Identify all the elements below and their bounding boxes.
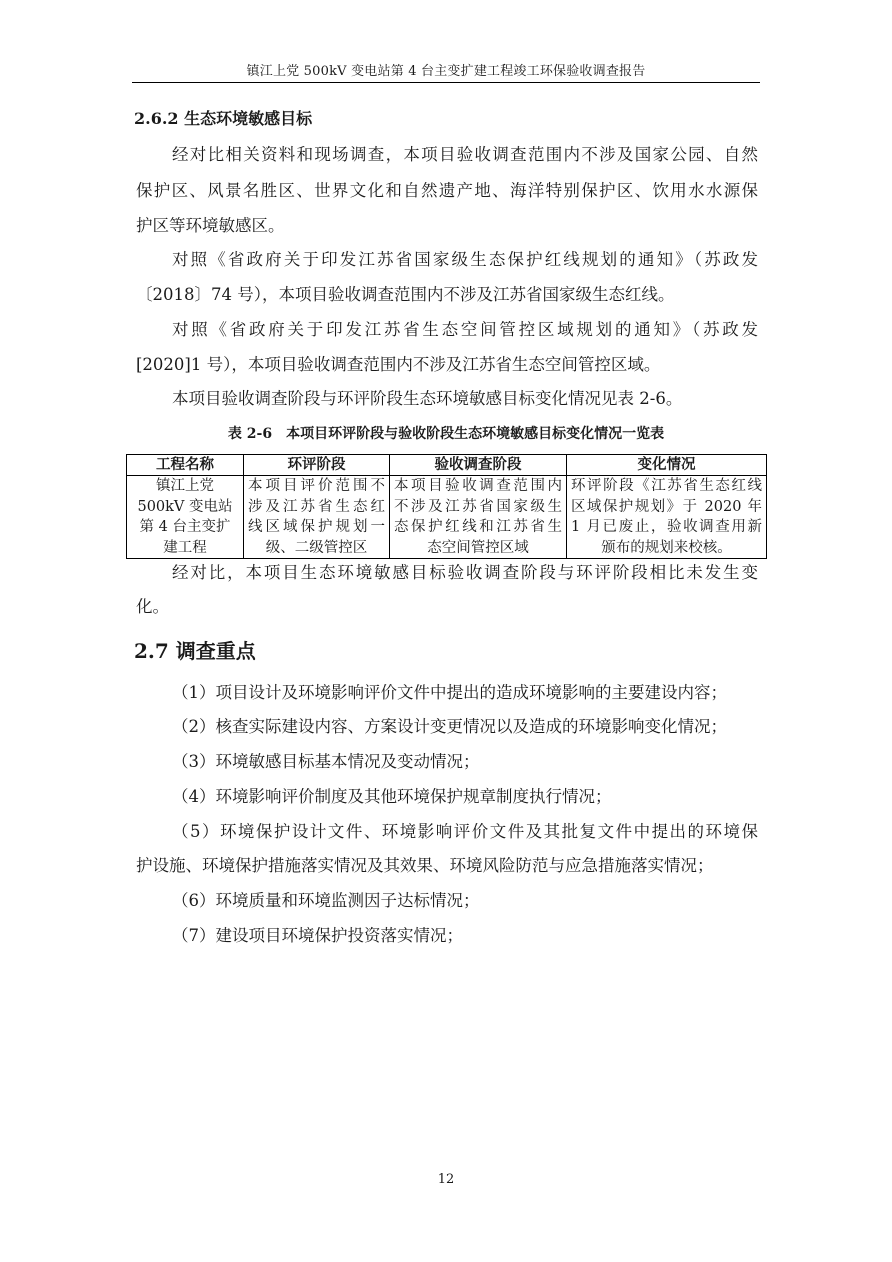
- comparison-table: [126, 454, 767, 559]
- list-item: （3）环境敏感目标基本情况及变动情况；: [172, 752, 480, 771]
- table-cell-eia-stage: 本项目评价范围不 涉及江苏省生态红 线区域保护规划一 级、二级管控区: [244, 476, 390, 559]
- paragraph-line: [2020]1 号），本项目验收调查范围内不涉及江苏省生态空间管控区域。: [136, 355, 661, 374]
- list-item: （5）环境保护设计文件、环境影响评价文件及其批复文件中提出的环境保: [172, 822, 758, 841]
- table-header-cell: 环评阶段: [244, 455, 390, 476]
- table-cell-change: 环评阶段《江苏省生态红线 区域保护规划》于 2020 年 1 月已废止，验收调查用新 颁布的规划来校核。: [567, 476, 767, 559]
- paragraph-line: 对照《省政府关于印发江苏省生态空间管控区域规划的通知》（苏政发: [172, 320, 758, 339]
- paragraph-line: 对照《省政府关于印发江苏省国家级生态保护红线规划的通知》（苏政发: [172, 250, 758, 269]
- section-heading-2-7: 2.7 调查重点: [134, 639, 256, 663]
- paragraph-line: 护区等环境敏感区。: [136, 216, 285, 235]
- section-heading-2-6-2: 2.6.2 生态环境敏感目标: [134, 109, 313, 128]
- table-caption: 表 2-6 本项目环评阶段与验收阶段生态环境敏感目标变化情况一览表: [227, 426, 665, 442]
- table-cell-project: 镇江上党 500kV 变电站 第 4 台主变扩 建工程: [127, 476, 244, 559]
- paragraph-line: 经对比相关资料和现场调查，本项目验收调查范围内不涉及国家公园、自然: [172, 145, 758, 164]
- list-item: （4）环境影响评价制度及其他环境保护规章制度执行情况；: [172, 787, 612, 806]
- table-row: [127, 476, 767, 559]
- table-cell-acceptance-stage: 本项目验收调查范围内 不涉及江苏省国家级生 态保护红线和江苏省生 态空间管控区域: [390, 476, 567, 559]
- list-item: （1）项目设计及环境影响评价文件中提出的造成环境影响的主要建设内容；: [172, 683, 727, 702]
- paragraph-line: 〔2018〕74 号），本项目验收调查范围内不涉及江苏省国家级生态红线。: [136, 285, 675, 304]
- table-header-cell: 变化情况: [567, 455, 767, 476]
- paragraph-line: 本项目验收调查阶段与环评阶段生态环境敏感目标变化情况见表 2-6。: [172, 389, 683, 408]
- paragraph-line: 保护区、风景名胜区、世界文化和自然遗产地、海洋特别保护区、饮用水水源保: [136, 181, 758, 200]
- paragraph-line: 化。: [136, 597, 169, 616]
- table-header-cell: 工程名称: [127, 455, 244, 476]
- list-item: （7）建设项目环境保护投资落实情况；: [172, 926, 463, 945]
- report-title: 镇江上党 500kV 变电站第 4 台主变扩建工程竣工环保验收调查报告: [246, 64, 646, 79]
- list-item-continuation: 护设施、环境保护措施落实情况及其效果、环境风险防范与应急措施落实情况；: [136, 856, 714, 875]
- table-header-cell: 验收调查阶段: [390, 455, 567, 476]
- paragraph-line: 经对比，本项目生态环境敏感目标验收调查阶段与环评阶段相比未发生变: [172, 563, 758, 582]
- page-number: 12: [437, 1172, 455, 1187]
- list-item: （6）环境质量和环境监测因子达标情况；: [172, 891, 480, 910]
- table-header-row: [127, 455, 767, 476]
- list-item: （2）核查实际建设内容、方案设计变更情况以及造成的环境影响变化情况；: [172, 717, 727, 736]
- header-divider: [132, 82, 760, 83]
